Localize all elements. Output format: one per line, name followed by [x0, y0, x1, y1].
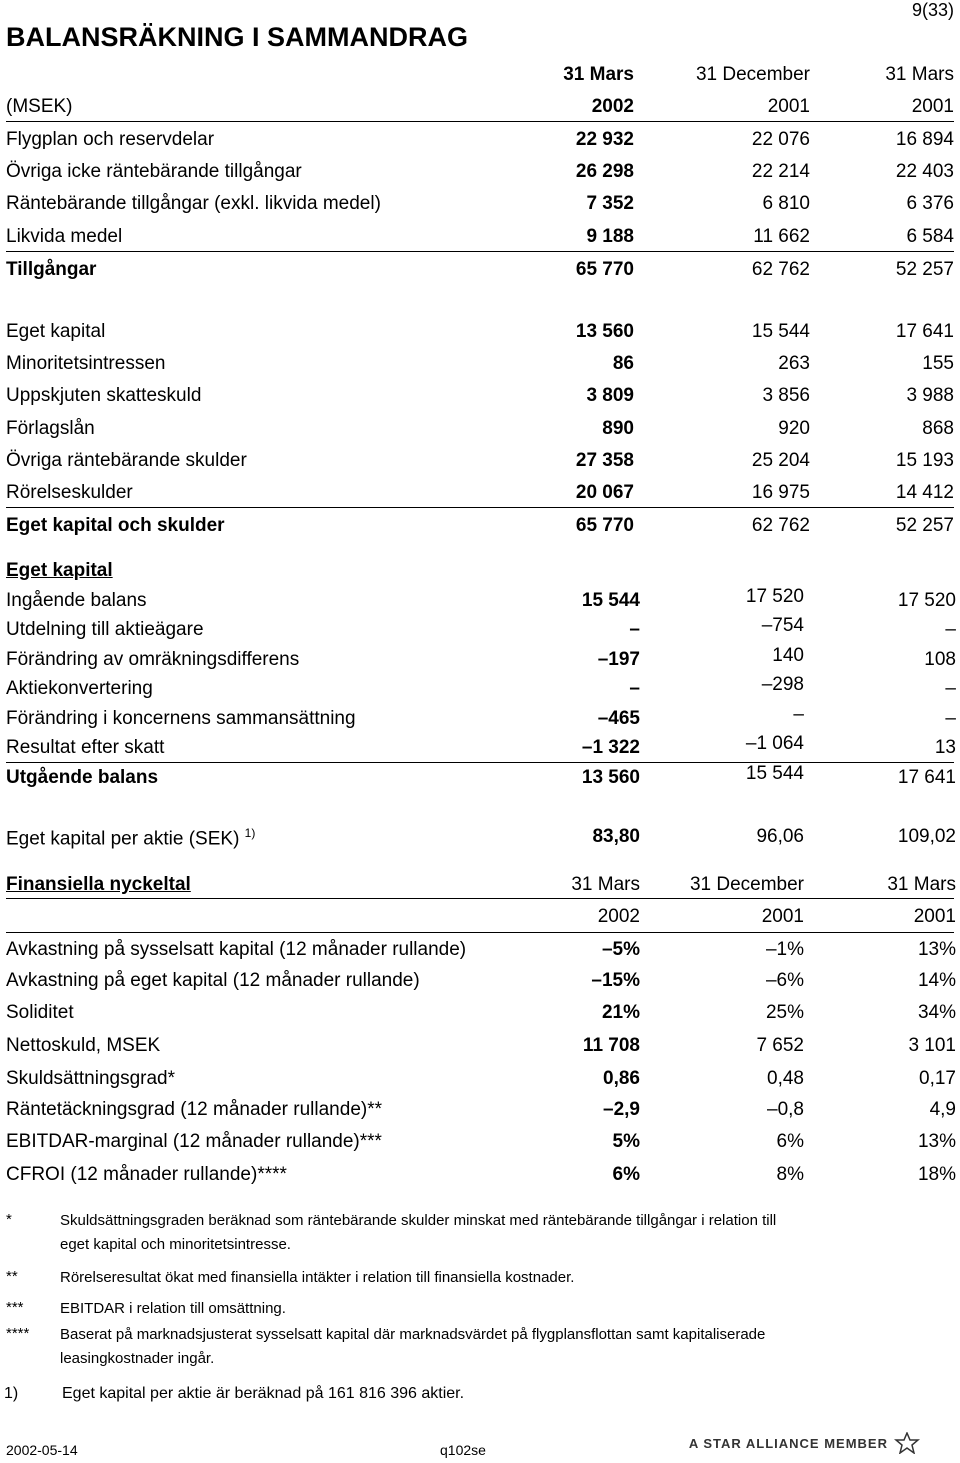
row-value-col2: –6%	[765, 970, 804, 991]
row-value-col2: 6%	[776, 1131, 804, 1152]
row-value-col1: 6%	[612, 1164, 640, 1185]
table-row	[0, 645, 960, 681]
section-heading: Finansiella nyckeltal	[6, 874, 191, 895]
row-value-col1: –2,9	[603, 1099, 640, 1120]
table-row	[0, 1164, 960, 1196]
row-label: Uppskjuten skatteskuld	[6, 385, 202, 406]
row-label: EBITDAR-marginal (12 månader rullande)***	[6, 1131, 382, 1152]
row-value-col1: –	[629, 619, 640, 640]
table-row	[0, 939, 960, 971]
footnote-mark: *	[6, 1211, 12, 1228]
page-number: 9(33)	[911, 0, 954, 20]
row-label: Minoritetsintressen	[6, 353, 166, 374]
star-icon	[894, 1432, 920, 1454]
row-value-col2: 22 214	[751, 161, 810, 182]
total-value-col1: 65 770	[575, 515, 634, 536]
row-value-col2: 6 810	[762, 193, 810, 214]
table-row	[0, 161, 960, 193]
row-label: Räntetäckningsgrad (12 månader rullande)**	[6, 1099, 383, 1120]
row-value-col2: 25 204	[751, 450, 810, 471]
row-label: Soliditet	[6, 1002, 74, 1023]
footnote-mark: **	[6, 1268, 18, 1285]
total-value-col3: 52 257	[895, 259, 954, 280]
row-value-col2: –	[793, 704, 804, 725]
col2-header-date: 31 December	[689, 874, 804, 895]
row-value-col3: 14 412	[895, 482, 954, 503]
table-row	[0, 970, 960, 1002]
row-value-col1: 27 358	[575, 450, 634, 471]
divider	[6, 762, 954, 763]
row-label: Skuldsättningsgrad*	[6, 1068, 175, 1089]
row-value-col3: 17 641	[897, 767, 956, 788]
total-label: Tillgångar	[6, 259, 97, 280]
row-value-col1: –465	[597, 708, 640, 729]
row-value-col1: 11 708	[582, 1035, 640, 1056]
page-title: BALANSRÄKNING I SAMMANDRAG	[6, 22, 468, 52]
row-value-col3: 0,17	[919, 1068, 956, 1089]
row-value-col3: 155	[922, 353, 954, 374]
equity-closing-row	[0, 763, 960, 799]
footer-date: 2002-05-14	[6, 1442, 78, 1458]
row-value-col1: 22 932	[575, 129, 634, 150]
row-value-col2: 140	[772, 645, 804, 666]
table-row	[0, 704, 960, 740]
row-value-col2: 15 544	[745, 763, 804, 784]
row-label: Flygplan och reservdelar	[6, 129, 215, 150]
row-value-col3: 3 988	[906, 385, 954, 406]
row-value-col3: 14%	[917, 970, 956, 991]
footnote-text: Baserat på marknadsjusterat sysselsatt kapital där marknadsvärdet på flygplansflottan samt kapitaliserade leasingkostnader ingår.	[60, 1326, 766, 1367]
row-label: Utdelning till aktieägare	[6, 619, 204, 640]
table-row	[0, 418, 960, 450]
col2-header-year: 2001	[761, 906, 804, 927]
row-value-col1: 83,80	[592, 826, 640, 847]
row-value-col2: 3 856	[762, 385, 810, 406]
table-row	[0, 321, 960, 353]
row-value-col1: –	[629, 678, 640, 699]
row-value-col2: 8%	[776, 1164, 804, 1185]
row-label: Nettoskuld, MSEK	[6, 1035, 161, 1056]
row-value-col2: 11 662	[753, 226, 810, 247]
row-value-col3: 16 894	[895, 129, 954, 150]
col2-header-year: 2001	[767, 96, 810, 117]
row-label: Likvida medel	[6, 226, 123, 247]
row-value-col1: 890	[602, 418, 634, 439]
row-value-col3: –	[945, 678, 956, 699]
col3-header-date: 31 Mars	[885, 64, 954, 85]
divider	[6, 507, 954, 508]
row-value-col1: 26 298	[575, 161, 634, 182]
row-label: Övriga icke räntebärande tillgångar	[6, 161, 302, 182]
row-value-col3: 6 584	[906, 226, 954, 247]
row-value-col3: 109,02	[897, 826, 956, 847]
row-value-col1: 86	[612, 353, 634, 374]
col2-header-date: 31 December	[695, 64, 810, 85]
row-value-col2: –1 064	[745, 733, 804, 754]
balance-header-row-1	[0, 64, 960, 96]
row-label: Förändring av omräkningsdifferens	[6, 649, 300, 670]
row-value-col2: –754	[761, 615, 804, 636]
row-value-col2: –1%	[765, 939, 804, 960]
row-label: Resultat efter skatt	[6, 737, 165, 758]
row-label: Förlagslån	[6, 418, 95, 439]
row-value-col1: 0,86	[603, 1068, 640, 1089]
table-row	[0, 129, 960, 161]
row-value-col3: 22 403	[895, 161, 954, 182]
row-label: Aktiekonvertering	[6, 678, 153, 699]
total-row-assets	[0, 259, 960, 291]
table-row	[0, 1068, 960, 1100]
footnote-text: Skuldsättningsgraden beräknad som räntebärande skulder minskat med räntebärande tillgångar i relation till eget kapital och minoritetsintresse.	[60, 1212, 777, 1253]
row-value-col2: 263	[778, 353, 810, 374]
row-value-col1: 13 560	[581, 767, 640, 788]
footnote-mark: ****	[6, 1325, 30, 1342]
row-value-col1: 9 188	[586, 226, 634, 247]
total-value-col2: 62 762	[751, 259, 810, 280]
footnote-mark: 1)	[4, 1385, 19, 1402]
row-value-col1: 5%	[612, 1131, 640, 1152]
col3-header-year: 2001	[911, 96, 954, 117]
row-value-col3: –	[945, 619, 956, 640]
footnote-text: EBITDAR i relation till omsättning.	[60, 1300, 286, 1317]
table-row	[0, 193, 960, 225]
table-row	[0, 1035, 960, 1067]
col1-header-year: 2002	[597, 906, 640, 927]
row-value-col3: 108	[924, 649, 956, 670]
row-value-col2: 7 652	[756, 1035, 804, 1056]
row-label: Avkastning på sysselsatt kapital (12 månader rullande)	[6, 939, 467, 960]
logo-text: A STAR ALLIANCE MEMBER	[688, 1435, 888, 1451]
row-value-col3: 17 520	[897, 590, 956, 611]
row-value-col2: –0,8	[767, 1099, 804, 1120]
row-label: Rörelseskulder	[6, 482, 133, 503]
divider	[6, 251, 954, 252]
unit-label: (MSEK)	[6, 96, 73, 117]
row-label: Förändring i koncernens sammansättning	[6, 708, 356, 729]
table-row	[0, 615, 960, 651]
row-value-col2: 920	[778, 418, 810, 439]
row-label: Avkastning på eget kapital (12 månader rullande)	[6, 970, 420, 991]
row-value-col2: 96,06	[756, 826, 804, 847]
total-label: Eget kapital och skulder	[6, 515, 225, 536]
row-label: CFROI (12 månader rullande)****	[6, 1164, 287, 1185]
row-value-col3: 13	[934, 737, 956, 758]
ratios-header-row-2	[0, 906, 960, 938]
ratios-header-row-1	[0, 874, 960, 906]
row-label: Räntebärande tillgångar (exkl. likvida medel)	[6, 193, 381, 214]
table-row	[0, 482, 960, 514]
table-row	[0, 733, 960, 769]
row-value-col1: 3 809	[586, 385, 634, 406]
col1-header-date: 31 Mars	[563, 64, 634, 85]
table-row	[0, 586, 960, 622]
row-value-col3: 13%	[917, 1131, 956, 1152]
row-label: Utgående balans	[6, 767, 159, 788]
row-value-col2: 15 544	[751, 321, 810, 342]
row-value-col2: 22 076	[751, 129, 810, 150]
row-value-col1: –15%	[591, 970, 640, 991]
row-value-col1: 13 560	[575, 321, 634, 342]
total-value-col3: 52 257	[895, 515, 954, 536]
row-value-col2: 16 975	[751, 482, 810, 503]
col3-header-date: 31 Mars	[887, 874, 956, 895]
footnote-mark: ***	[6, 1299, 24, 1316]
total-value-col1: 65 770	[575, 259, 634, 280]
table-row	[0, 385, 960, 417]
table-row	[0, 353, 960, 385]
divider	[6, 932, 954, 933]
equity-heading-row	[0, 560, 960, 592]
table-row	[0, 1131, 960, 1163]
table-row	[0, 450, 960, 482]
table-row	[0, 226, 960, 258]
footnote-ref: 1)	[244, 826, 256, 840]
equity-per-share-row	[0, 826, 960, 858]
row-value-col2: 25%	[765, 1002, 804, 1023]
table-row	[0, 1002, 960, 1034]
row-value-col3: 6 376	[906, 193, 954, 214]
row-value-col3: 868	[922, 418, 954, 439]
row-value-col1: –1 322	[581, 737, 640, 758]
row-value-col2: 0,48	[767, 1068, 804, 1089]
row-value-col3: 3 101	[908, 1035, 956, 1056]
row-value-col1: 20 067	[575, 482, 634, 503]
footer-code: q102se	[440, 1442, 486, 1458]
row-value-col1: 21%	[601, 1002, 640, 1023]
row-value-col3: –	[945, 708, 956, 729]
balance-header-row-2	[0, 96, 960, 128]
row-value-col1: 15 544	[581, 590, 640, 611]
row-value-col1: 7 352	[586, 193, 634, 214]
col3-header-year: 2001	[913, 906, 956, 927]
row-value-col1: –5%	[601, 939, 640, 960]
row-label: Övriga räntebärande skulder	[6, 450, 247, 471]
col1-header-year: 2002	[591, 96, 634, 117]
row-value-col3: 4,9	[929, 1099, 956, 1120]
divider	[6, 121, 954, 122]
col1-header-date: 31 Mars	[571, 874, 640, 895]
row-value-col3: 34%	[917, 1002, 956, 1023]
total-row-liabilities	[0, 515, 960, 547]
divider	[6, 898, 954, 899]
row-label: Eget kapital	[6, 321, 106, 342]
row-value-col3: 13%	[917, 939, 956, 960]
table-row	[0, 1099, 960, 1131]
row-value-col3: 18%	[917, 1164, 956, 1185]
row-value-col1: –197	[597, 649, 640, 670]
row-label: Eget kapital per aktie (SEK) $^{1)}$	[6, 826, 256, 850]
row-value-col3: 17 641	[895, 321, 954, 342]
row-value-col3: 15 193	[895, 450, 954, 471]
footnote-text: Rörelseresultat ökat med finansiella intäkter i relation till finansiella kostnader.	[60, 1269, 575, 1286]
footnote-text: Eget kapital per aktie är beräknad på 161 816 396 aktier.	[62, 1385, 465, 1402]
table-row	[0, 674, 960, 710]
row-label: Ingående balans	[6, 590, 147, 611]
section-heading: Eget kapital	[6, 560, 113, 581]
row-value-col2: 17 520	[745, 586, 804, 607]
total-value-col2: 62 762	[751, 515, 810, 536]
star-alliance-logo	[689, 1432, 920, 1454]
row-value-col2: –298	[761, 674, 804, 695]
